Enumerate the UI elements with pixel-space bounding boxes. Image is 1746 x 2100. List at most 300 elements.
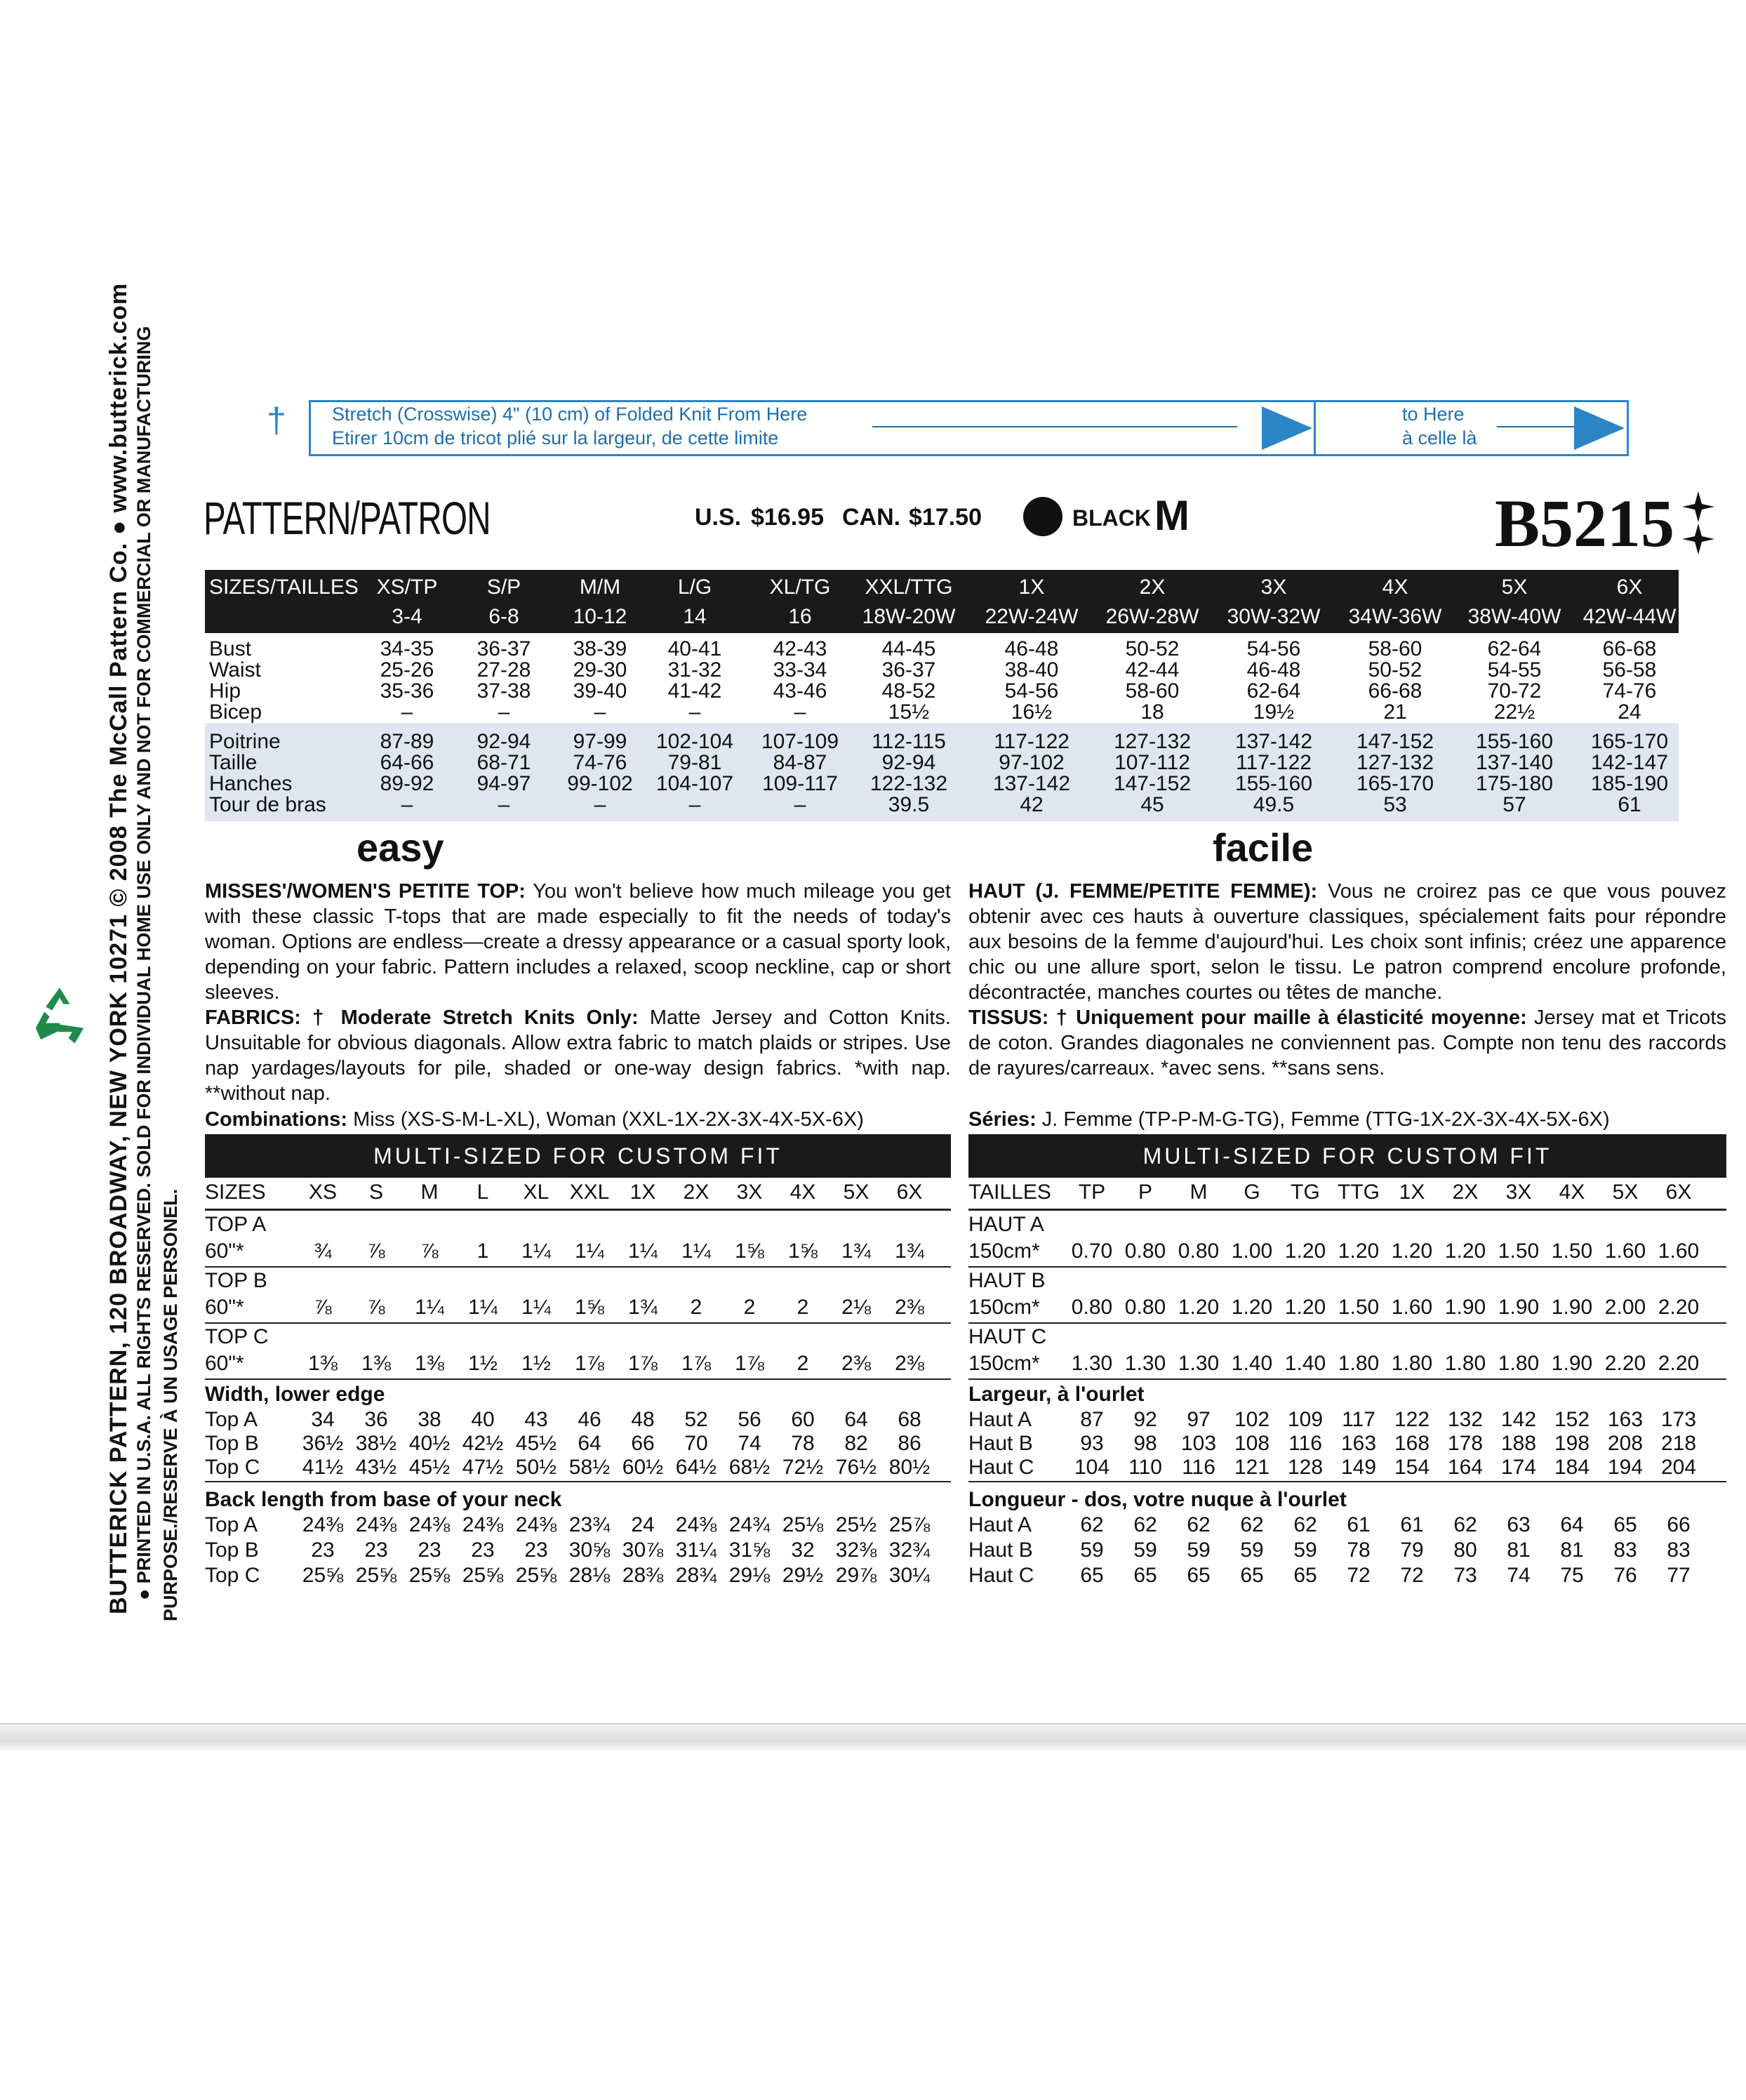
- measure-label: Hip: [209, 679, 241, 703]
- yardage-value: 1.30: [1178, 1352, 1220, 1375]
- measure-value-metric: 107-109: [761, 730, 839, 753]
- measure-value: 38-40: [1004, 658, 1059, 682]
- back-length-value: 25½: [835, 1513, 877, 1536]
- pattern-number: B5215: [1495, 486, 1675, 561]
- yardage-size: 5X: [1612, 1181, 1639, 1204]
- divider: [968, 1209, 1726, 1211]
- measure-value-metric: 92-94: [881, 751, 936, 774]
- measure-value: 21: [1383, 700, 1407, 724]
- back-row-label: Haut C: [968, 1564, 1034, 1587]
- back-length-value: 80: [1453, 1539, 1477, 1562]
- measure-value-metric: 45: [1140, 793, 1164, 816]
- fabrics-en-heading: FABRICS:: [205, 1006, 301, 1029]
- back-length-value: 59: [1187, 1539, 1211, 1562]
- width-value: 68½: [728, 1456, 771, 1479]
- yardage-size: L: [477, 1181, 489, 1204]
- measure-value-metric: 68-71: [477, 751, 531, 774]
- measure-value: –: [594, 700, 606, 724]
- combinations-en-text: Miss (XS-S-M-L-XL), Woman (XXL-1X-2X-3X-4X-5X-6X): [353, 1108, 864, 1131]
- yardage-value: 2: [690, 1296, 702, 1319]
- back-length-value: 61: [1347, 1513, 1371, 1536]
- yardage-value: 1.90: [1551, 1352, 1593, 1375]
- view-name: TOP C: [205, 1325, 269, 1348]
- yardage-value: 1¼: [468, 1296, 498, 1319]
- back-length-value: 30⅞: [622, 1539, 664, 1562]
- width-value: 116: [1182, 1456, 1215, 1479]
- stretch-gauge: [309, 400, 1629, 456]
- side-text-rights: ● PRINTED IN U.S.A. ALL RIGHTS RESERVED. SOLD FOR INDIVIDUAL HOME USE ONLY AND NOT FOR COMMERCIAL OR MANUFACTURING: [133, 326, 154, 1600]
- width-value: 163: [1607, 1408, 1644, 1431]
- measure-value: 58-60: [1368, 637, 1422, 660]
- pattern-title: PATTERN/PATRON: [204, 492, 491, 544]
- yardage-size: M: [1189, 1181, 1208, 1204]
- yardage-value: 2.00: [1604, 1296, 1646, 1319]
- back-length-value: 24⅜: [355, 1513, 397, 1536]
- yardage-value: 1¼: [415, 1296, 444, 1319]
- yardage-value: 2: [743, 1296, 756, 1319]
- width-value: 41½: [302, 1456, 344, 1479]
- measure-value: 36-37: [477, 637, 531, 660]
- width-value: 142: [1500, 1408, 1537, 1431]
- yardage-value: 1⅞: [735, 1352, 764, 1375]
- side-text-address: BUTTERICK PATTERN, 120 BROADWAY, NEW YORK 10271 © 2008 The McCall Pattern Co. ● www.butterick.com: [105, 282, 132, 1614]
- width-value: 36: [364, 1408, 388, 1431]
- view-name: HAUT A: [968, 1213, 1044, 1236]
- yardage-value: 2⅜: [895, 1352, 924, 1375]
- measure-value: 62-64: [1246, 679, 1301, 703]
- width-value: 149: [1340, 1456, 1377, 1479]
- yardage-size: 5X: [843, 1181, 869, 1204]
- yardage-value: ⅞: [367, 1296, 385, 1319]
- yardage-value: 1¼: [575, 1240, 604, 1263]
- measure-value-metric: 127-132: [1356, 751, 1434, 774]
- divider: [968, 1322, 1726, 1324]
- back-length-value: 25⅝: [462, 1564, 504, 1587]
- divider: [205, 1322, 951, 1324]
- combinations-fr-text: J. Femme (TP-P-M-G-TG), Femme (TTG-1X-2X-3X-4X-5X-6X): [1041, 1108, 1610, 1131]
- back-length-value: 59: [1080, 1539, 1104, 1562]
- measure-value-metric: –: [688, 793, 701, 816]
- measure-value-metric: 137-142: [1234, 730, 1313, 753]
- width-value: 43: [524, 1408, 548, 1431]
- combinations-fr: [968, 1107, 1726, 1132]
- combinations-en-heading: Combinations:: [205, 1108, 347, 1131]
- back-length-value: 28⅜: [622, 1564, 664, 1587]
- yardage-size: TG: [1291, 1181, 1320, 1204]
- back-length-value: 31⅝: [728, 1539, 771, 1562]
- measure-label-metric: Taille: [209, 751, 258, 774]
- measure-value-metric: 165-170: [1356, 772, 1434, 795]
- yardage-value: 1¾: [841, 1240, 871, 1263]
- measure-value: 54-55: [1487, 658, 1542, 682]
- view-fabric-width: 60"*: [205, 1240, 244, 1263]
- back-length-value: 25⅞: [888, 1513, 931, 1536]
- back-length-heading: Back length from base of your neck: [205, 1488, 562, 1511]
- measure-value-metric: –: [498, 793, 510, 816]
- yardage-value: 1.20: [1338, 1240, 1380, 1263]
- measure-value: 46-48: [1004, 637, 1059, 660]
- back-length-value: 62: [1453, 1513, 1477, 1536]
- width-value: 116: [1288, 1432, 1322, 1455]
- measure-value-metric: 97-99: [573, 730, 627, 753]
- measure-value: –: [498, 700, 510, 724]
- back-row-label: Top C: [205, 1564, 260, 1587]
- yardage-value: 2⅜: [895, 1296, 924, 1319]
- yardage-value: 1.90: [1498, 1296, 1540, 1319]
- measure-value-metric: 57: [1502, 793, 1526, 816]
- width-value: 66: [631, 1432, 655, 1455]
- width-value: 46: [578, 1408, 601, 1431]
- yardage-size: 4X: [1559, 1181, 1585, 1204]
- back-length-value: 30⅝: [568, 1539, 611, 1562]
- width-value: 60: [791, 1408, 815, 1431]
- back-row-label: Haut B: [968, 1539, 1033, 1562]
- yardage-size: 3X: [1505, 1181, 1532, 1204]
- yardage-value: 1¾: [628, 1296, 658, 1319]
- yardage-value: 1¼: [628, 1240, 658, 1263]
- multi-sized-banner-en: MULTI-SIZED FOR CUSTOM FIT: [205, 1134, 951, 1178]
- measure-value: 40-41: [667, 637, 722, 660]
- back-length-value: 65: [1187, 1564, 1211, 1587]
- yardage-value: 1¾: [895, 1240, 924, 1263]
- measure-value-metric: 39.5: [888, 793, 930, 816]
- us-label: U.S.: [695, 504, 742, 531]
- yardage-size: 2X: [683, 1181, 709, 1204]
- description-fr-heading: HAUT (J. FEMME/PETITE FEMME):: [968, 880, 1318, 903]
- fabrics-en-text: Matte Jersey and Cotton Knits. Unsuitable for obvious diagonals. Allow extra fabric to match plaids or stripes. Use nap yardages/layouts for pile, shaded or one-way design fabrics. *with nap. **without nap.: [205, 1006, 951, 1105]
- size-column-name: S/P: [486, 576, 521, 599]
- view-fabric-width: 60"*: [205, 1352, 244, 1375]
- back-length-value: 79: [1400, 1539, 1424, 1562]
- width-value: 92: [1133, 1408, 1157, 1431]
- measure-value-metric: 112-115: [872, 730, 946, 753]
- size-column-name: XS/TP: [376, 576, 438, 599]
- back-length-value: 59: [1240, 1539, 1264, 1562]
- width-value: 48: [631, 1408, 655, 1431]
- back-length-value: 64: [1560, 1513, 1584, 1536]
- divider: [205, 1209, 951, 1211]
- back-length-value: 74: [1507, 1564, 1531, 1587]
- measure-value-metric: 74-76: [573, 751, 627, 774]
- width-row-label: Top C: [205, 1456, 260, 1479]
- size-column-name: 5X: [1501, 576, 1528, 599]
- width-value: 132: [1447, 1408, 1484, 1431]
- measure-value: 74-76: [1602, 679, 1657, 703]
- fabrics-fr-text: Jersey mat et Tricots de coton. Grandes diagonales ne conviennent pas. Compte non tenu des raccords de rayures/carreaux. *avec sens. **sans sens.: [968, 1006, 1726, 1079]
- measure-value-metric: 102-104: [655, 730, 734, 753]
- back-length-value: 29½: [782, 1564, 824, 1587]
- yardage-value: 1.90: [1551, 1296, 1593, 1319]
- measure-value: –: [688, 700, 701, 724]
- measure-value-metric: 127-132: [1113, 730, 1192, 753]
- width-row-label: Top A: [205, 1408, 258, 1431]
- width-value: 204: [1660, 1456, 1697, 1479]
- width-value: 154: [1394, 1456, 1430, 1479]
- divider: [968, 1266, 1726, 1268]
- yardage-size: 6X: [896, 1181, 923, 1204]
- back-length-value: 24⅜: [675, 1513, 717, 1536]
- view-fabric-width: 150cm*: [968, 1352, 1040, 1375]
- fabrics-fr-bold: † Uniquement pour maille à élasticité moyenne:: [1055, 1006, 1527, 1029]
- back-length-value: 25⅝: [408, 1564, 451, 1587]
- measure-label-metric: Tour de bras: [209, 793, 326, 816]
- divider: [968, 1378, 1726, 1380]
- measure-label: Bust: [209, 637, 252, 660]
- measure-value-metric: 185-190: [1590, 772, 1669, 795]
- yardage-size: XXL: [569, 1181, 610, 1204]
- stretch-gauge-to-fr: à celle là: [1402, 427, 1477, 448]
- sizes-label: SIZES/TAILLES: [209, 576, 359, 599]
- yardage-value: 1.20: [1444, 1240, 1486, 1263]
- width-value: 178: [1447, 1432, 1484, 1455]
- size-column-name: 3X: [1260, 576, 1287, 599]
- size-column-name: XL/TG: [769, 576, 831, 599]
- measure-value-metric: 147-152: [1356, 730, 1434, 753]
- width-value: 36½: [302, 1432, 344, 1455]
- yardage-value: ⅞: [420, 1240, 439, 1263]
- measure-value-metric: 137-140: [1475, 751, 1554, 774]
- width-value: 103: [1180, 1432, 1217, 1455]
- back-length-value: 23¾: [568, 1513, 611, 1536]
- yardage-value: 1¼: [521, 1296, 551, 1319]
- measure-value: 41-42: [667, 679, 722, 703]
- measure-value: 42-44: [1125, 658, 1180, 682]
- measure-value: 56-58: [1602, 658, 1657, 682]
- measure-value-metric: 147-152: [1113, 772, 1192, 795]
- width-value: 109: [1287, 1408, 1324, 1431]
- back-length-value: 83: [1613, 1539, 1637, 1562]
- measure-value-metric: 64-66: [380, 751, 434, 774]
- description-fr-text: Vous ne croirez pas ce que vous pouvez obtenir avec ces hauts à ouverture classiques, spécialement faits pour répondre aux besoins de la femme d'aujourd'hui. Les choix sont infinis; créez une apparence chic ou une allure sport, selon le tissu. Le patron comprend encolure profonde, décontractée, manches courtes ou têtes de manche.: [968, 880, 1727, 1004]
- width-value: 42½: [462, 1432, 504, 1455]
- width-value: 173: [1660, 1408, 1697, 1431]
- yardage-value: 2: [797, 1296, 809, 1319]
- measure-value-metric: 89-92: [380, 772, 434, 795]
- width-value: 58½: [568, 1456, 611, 1479]
- yardage-value: 1.20: [1178, 1296, 1220, 1319]
- view-fabric-width: 60"*: [205, 1296, 244, 1319]
- width-value: 108: [1234, 1432, 1270, 1455]
- width-value: 184: [1554, 1456, 1590, 1479]
- measure-value: 46-48: [1246, 658, 1301, 682]
- yardage-value: 1.20: [1391, 1240, 1433, 1263]
- view-name: HAUT C: [968, 1325, 1047, 1348]
- size-column-name: M/M: [579, 576, 621, 599]
- yardage-value: 2⅛: [841, 1296, 871, 1319]
- yardage-size: 3X: [736, 1181, 763, 1204]
- yardage-value: ⅞: [314, 1296, 332, 1319]
- measure-value: 54-56: [1004, 679, 1059, 703]
- yardage-value: 1.40: [1231, 1352, 1273, 1375]
- yardage-value: 1¼: [521, 1240, 551, 1263]
- yardage-value: 1⅞: [681, 1352, 711, 1375]
- back-length-value: 24⅜: [515, 1513, 557, 1536]
- width-heading: Width, lower edge: [205, 1383, 385, 1406]
- yardage-value: 1.60: [1391, 1296, 1433, 1319]
- yardage-size: 4X: [789, 1181, 816, 1204]
- measure-value: 22½: [1493, 700, 1535, 724]
- back-length-value: 62: [1133, 1513, 1157, 1536]
- width-value: 60½: [622, 1456, 664, 1479]
- width-value: 174: [1500, 1456, 1537, 1479]
- width-value: 188: [1500, 1432, 1537, 1455]
- measure-value: 29-30: [573, 658, 627, 682]
- yardage-value: 0.70: [1071, 1240, 1113, 1263]
- yardage-value: 1¼: [681, 1240, 711, 1263]
- measure-value: 66-68: [1368, 679, 1422, 703]
- sparkle-icon: [1681, 491, 1716, 554]
- width-value: 117: [1342, 1408, 1375, 1431]
- measure-value: 34-35: [380, 637, 434, 660]
- arrow-right-icon: [1262, 406, 1312, 450]
- width-value: 38: [418, 1408, 441, 1431]
- yardage-value: 1.80: [1498, 1352, 1540, 1375]
- width-value: 64: [844, 1408, 868, 1431]
- back-length-value: 24⅜: [408, 1513, 451, 1536]
- size-column-range: 38W-40W: [1467, 605, 1561, 628]
- yardage-value: 1⅞: [575, 1352, 604, 1375]
- back-length-value: 24⅜: [302, 1513, 344, 1536]
- back-length-value: 65: [1613, 1513, 1637, 1536]
- measure-value-metric: –: [594, 793, 606, 816]
- width-value: 98: [1133, 1432, 1157, 1455]
- size-column-range: 26W-28W: [1105, 605, 1199, 628]
- back-length-value: 59: [1133, 1539, 1157, 1562]
- combinations-fr-heading: Séries:: [968, 1108, 1037, 1131]
- can-label: CAN.: [842, 504, 901, 531]
- back-length-value: 72: [1347, 1564, 1371, 1587]
- back-length-value: 23: [418, 1539, 441, 1562]
- yardage-value: 1.80: [1391, 1352, 1433, 1375]
- measure-value-metric: 49.5: [1253, 793, 1295, 816]
- width-row-label: Haut C: [968, 1456, 1034, 1479]
- measure-value-metric: 99-102: [567, 772, 633, 795]
- yardage-value: ⅞: [367, 1240, 385, 1263]
- size-column-name: L/G: [677, 576, 712, 599]
- width-value: 70: [684, 1432, 708, 1455]
- measure-value-metric: 155-160: [1475, 730, 1554, 753]
- divider: [205, 1266, 951, 1268]
- back-length-value: 62: [1240, 1513, 1264, 1536]
- measure-value-metric: 97-102: [999, 751, 1065, 774]
- measure-value-metric: 142-147: [1590, 751, 1669, 774]
- width-row-label: Haut B: [968, 1432, 1033, 1455]
- size-column-range: 6-8: [488, 605, 519, 628]
- yardage-value: 0.80: [1124, 1296, 1166, 1319]
- width-value: 38½: [355, 1432, 397, 1455]
- measure-value: 16½: [1011, 700, 1053, 724]
- back-length-value: 62: [1080, 1513, 1104, 1536]
- back-length-value: 77: [1667, 1564, 1691, 1587]
- measure-value: 25-26: [380, 658, 434, 682]
- back-length-value: 24⅜: [462, 1513, 504, 1536]
- back-length-value: 75: [1560, 1564, 1584, 1587]
- view-name: TOP A: [205, 1213, 267, 1236]
- back-length-value: 81: [1560, 1539, 1584, 1562]
- yardage-value: 1.60: [1604, 1240, 1646, 1263]
- width-value: 76½: [835, 1456, 877, 1479]
- measure-value-metric: 117-122: [1236, 751, 1312, 774]
- yardage-value: 1.90: [1444, 1296, 1486, 1319]
- arrow-right-icon: [1574, 406, 1625, 450]
- width-value: 97: [1187, 1408, 1211, 1431]
- yardage-value: 1½: [521, 1352, 551, 1375]
- measure-value-metric: 107-112: [1114, 751, 1190, 774]
- back-length-value: 25⅝: [355, 1564, 397, 1587]
- width-value: 86: [898, 1432, 921, 1455]
- size-column-range: 16: [788, 605, 812, 628]
- easy-label: easy: [356, 825, 444, 870]
- back-row-label: Top A: [205, 1513, 258, 1536]
- size-column-name: 2X: [1139, 576, 1166, 599]
- combinations-en: [205, 1107, 963, 1132]
- yardage-size: S: [368, 1181, 383, 1204]
- width-value: 45½: [408, 1456, 451, 1479]
- back-length-heading: Longueur - dos, votre nuque à l'ourlet: [968, 1488, 1347, 1511]
- back-length-value: 83: [1667, 1539, 1691, 1562]
- back-length-value: 31¼: [675, 1539, 717, 1562]
- width-value: 122: [1394, 1408, 1430, 1431]
- yardage-value: 1⅝: [575, 1296, 604, 1319]
- width-row-label: Top B: [205, 1432, 259, 1455]
- divider: [205, 1378, 951, 1380]
- back-length-value: 23: [524, 1539, 548, 1562]
- yardage-value: 1.50: [1551, 1240, 1593, 1263]
- measure-value-metric: 137-142: [992, 772, 1071, 795]
- measure-value-metric: 79-81: [667, 751, 722, 774]
- measure-value-metric: 117-122: [994, 730, 1069, 753]
- measure-value: 48-52: [881, 679, 936, 703]
- measure-value: 50-52: [1125, 637, 1180, 660]
- size-column-range: 14: [683, 605, 707, 628]
- measure-value: 18: [1140, 700, 1164, 724]
- measure-label: Waist: [209, 658, 261, 682]
- measure-value: 42-43: [773, 637, 827, 660]
- yardage-size: XL: [523, 1181, 549, 1204]
- back-length-value: 78: [1347, 1539, 1371, 1562]
- back-length-value: 65: [1240, 1564, 1264, 1587]
- back-length-value: 24¾: [728, 1513, 771, 1536]
- yardage-value: 2.20: [1604, 1352, 1646, 1375]
- width-value: 121: [1234, 1456, 1270, 1479]
- yardage-value: 2.20: [1658, 1352, 1700, 1375]
- width-value: 64½: [675, 1456, 717, 1479]
- yardage-value: 1.50: [1498, 1240, 1540, 1263]
- yardage-value: 1⅜: [361, 1352, 391, 1375]
- back-length-value: 23: [471, 1539, 495, 1562]
- view-name: TOP B: [205, 1269, 267, 1292]
- measure-value-metric: 104-107: [655, 772, 734, 795]
- back-row-label: Top B: [205, 1539, 259, 1562]
- yardage-value: 1.30: [1071, 1352, 1113, 1375]
- width-value: 64: [578, 1432, 601, 1455]
- size-column-name: 6X: [1616, 576, 1643, 599]
- measure-value-metric: 42: [1020, 793, 1044, 816]
- divider: [205, 1481, 951, 1482]
- back-length-value: 23: [364, 1539, 388, 1562]
- width-value: 34: [311, 1408, 335, 1431]
- width-value: 78: [791, 1432, 815, 1455]
- size-column-name: 4X: [1382, 576, 1408, 599]
- measure-label-metric: Poitrine: [209, 730, 281, 753]
- description-en-text: You won't believe how much mileage you get with these classic T-tops that are made especially to fit the needs of today's woman. Options are endless—create a dressy appearance or a casual sporty look, depending on your fabric. Pattern includes a relaxed, scoop neckline, cap or short sleeves.: [205, 880, 951, 1004]
- yardage-value: 1⅞: [628, 1352, 658, 1375]
- yardage-sizes-label: TAILLES: [968, 1181, 1051, 1204]
- back-length-value: 25⅝: [515, 1564, 557, 1587]
- view-fabric-width: 150cm*: [968, 1296, 1040, 1319]
- measure-value: 66-68: [1602, 637, 1657, 660]
- back-length-value: 61: [1400, 1513, 1424, 1536]
